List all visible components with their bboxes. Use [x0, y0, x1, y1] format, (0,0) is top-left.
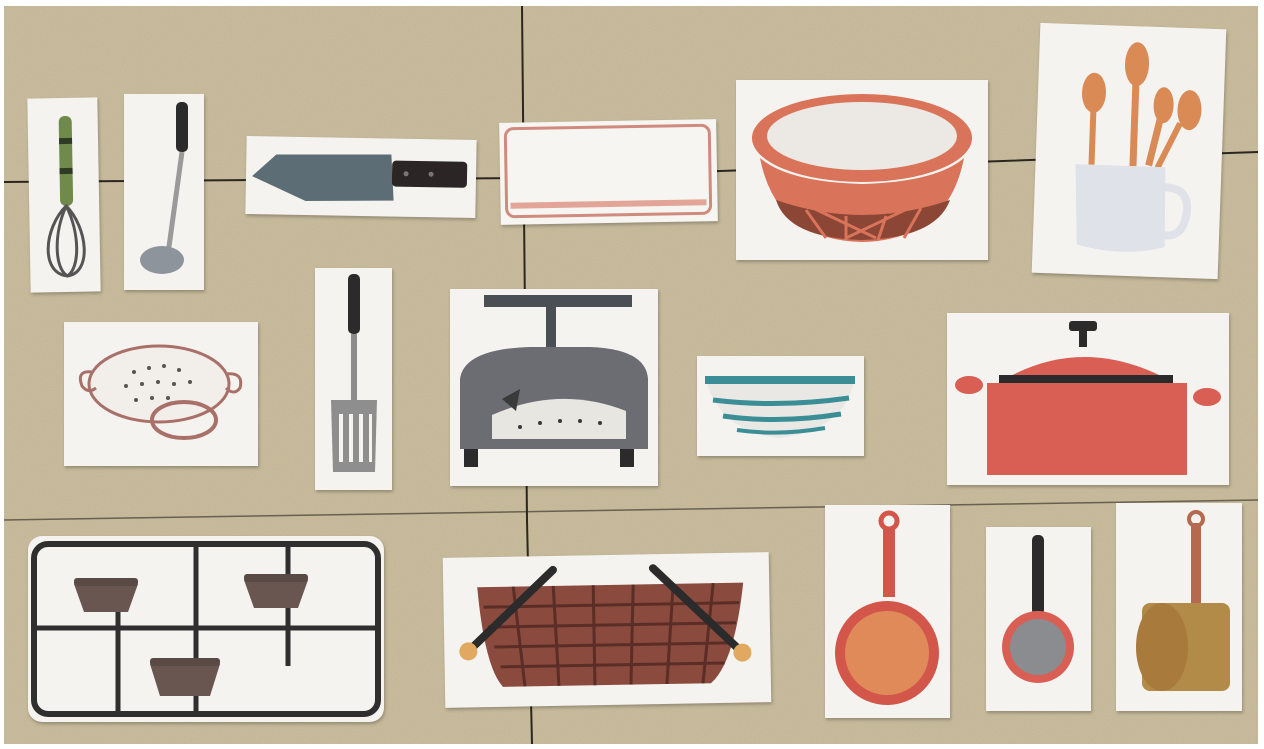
chef-knife-card [245, 136, 476, 218]
saucepan-icon [1116, 503, 1242, 711]
colander-icon [64, 322, 258, 466]
striped-bowl-icon [697, 356, 864, 456]
kitchen-scale-icon [450, 289, 658, 486]
stock-pot-icon [947, 313, 1229, 485]
stock-pot-card [947, 313, 1229, 485]
frying-pan-orange-card [825, 505, 950, 718]
basket-card [443, 552, 772, 708]
frying-pan-small-card [986, 527, 1091, 711]
small-frying-pan-icon [986, 527, 1091, 711]
saucepan-card [1116, 503, 1242, 711]
slotted-spatula-icon [315, 268, 392, 490]
striped-bowl-card [697, 356, 864, 456]
burner-icons [74, 574, 308, 696]
ladle-card [124, 94, 204, 290]
whisk-card [27, 97, 100, 292]
mixing-bowl-card [736, 80, 988, 260]
ladle-icon [124, 94, 204, 290]
mixing-bowl-icon [736, 80, 988, 260]
baking-tray-card [499, 119, 718, 225]
frying-pan-icon [825, 505, 950, 718]
kitchen-scale-card [450, 289, 658, 486]
utensil-jar-card [1032, 23, 1227, 279]
wooden-spoons-jar-icon [1032, 23, 1227, 279]
baking-tray-icon [499, 119, 718, 225]
chef-knife-icon [245, 136, 476, 218]
colander-card [64, 322, 258, 466]
wicker-basket-icon [443, 552, 772, 708]
whisk-icon [27, 97, 100, 292]
stove-burners-icon [28, 536, 384, 722]
stove-burners-card [28, 536, 384, 722]
spatula-card [315, 268, 392, 490]
